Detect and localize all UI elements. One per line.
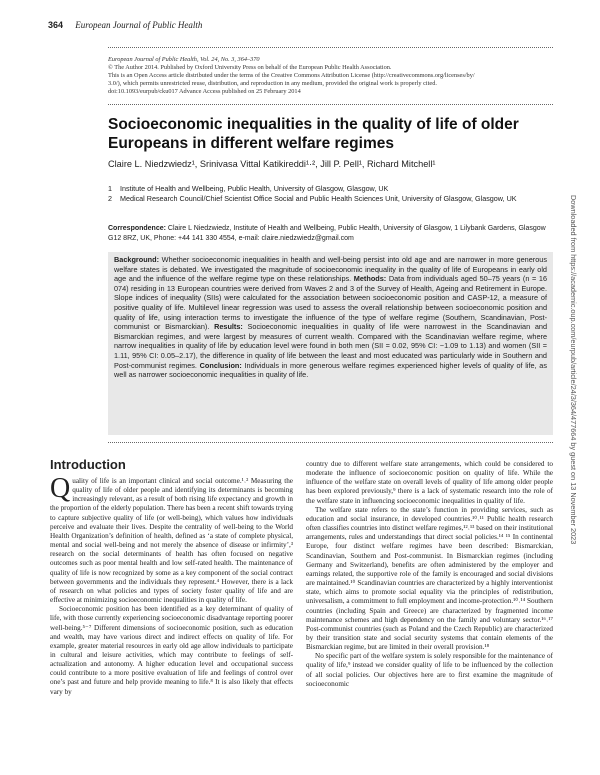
results-label: Results: xyxy=(214,322,243,332)
results-text: Socioeconomic inequalities in quality of life were narrowest in the Scandinavian and Bismarckian regimes, and were largest by measures of current wealth. Compared with the Scandinavian welfare regime, where narrow inequalities in quality of life by education level were found in both men (SII = 0.02, 95% CI: −1.09 to 1.13) and women (SII = 1.11, 95% CI: 0.05–2.17), the difference in quality of life between the least and most educated was particularly wide in Southern and Post-communist regimes. xyxy=(114,322,548,370)
running-header xyxy=(48,20,552,30)
meta-line: © The Author 2014. Published by Oxford University Press on behalf of the European Public Health Association. xyxy=(108,64,392,71)
affiliation-text: Medical Research Council/Chief Scientist Office Social and Public Health Sciences Unit, University of Glasgow, Glasgow, UK xyxy=(120,194,517,203)
page-number: 364 xyxy=(48,20,64,30)
paragraph-text: uality of life is an important clinical and social outcome.¹˒² Measuring the quality of life of older people and identifying its determinants is becoming increasingly relevant, as a result of both rising life expectancy and growth in the proportion of the elderly population. There has been a recent shift towards trying to capture subjective quality of life (or well-being), which values how individuals perceive and evaluate their lives. Despite the centrality of well-being to the World Health Organization’s definition of health, defined as ‘a state of complete physical, mental and social well-being and not merely the absence of disease or infirmity’,³ research on the social determinants of health has often focused on negative outcomes such as poor mental health and low self-rated health. The maintenance of quality of life is now recognized by some as a key component of the social contract between governments and the individuals they represent.⁴ However, there is a lack of research on what policies and types of society foster quality of life and are effective at minimizing socioeconomic inequalities in quality of life. xyxy=(50,477,293,605)
affiliation xyxy=(108,194,548,204)
affiliation-text: Institute of Health and Wellbeing, Public Health, University of Glasgow, Glasgow, UK xyxy=(120,184,389,193)
correspondence-label: Correspondence: xyxy=(108,225,166,232)
drop-cap: Q xyxy=(50,473,71,504)
section-heading-introduction: Introduction xyxy=(50,457,126,472)
author-list: Claire L. Niedzwiedz¹, Srinivasa Vittal Katikireddi¹·², Jill P. Pell¹, Richard Mitchell¹ xyxy=(108,159,436,169)
body-paragraph: No specific part of the welfare system is solely responsible for the maintenance of quality of life,⁹ instead we consider quality of life to be influenced by the collection of all social policies. Our objectives here are to first examine the magnitude of socioeconomic xyxy=(306,652,553,688)
divider-abstract xyxy=(108,442,553,443)
methods-text: Data from individuals aged 50–75 years (n = 16 074) residing in 13 European countries were derived from Waves 2 and 3 of the Survey of Health, Ageing and Retirement in Europe. Slope indices of inequality (SIIs) were calculated for the association between socioeconomic position and CASP-12, a measure of positive quality of life. Multilevel linear regression was used to assess the overall relationship between socioeconomic position and quality of life, using interaction terms to investigate the influence of the type of welfare regime (Southern, Scandinavian, Post-communist or Bismarckian). xyxy=(114,274,548,332)
correspondence-text: Claire L Niedzwiedz, Institute of Health and Wellbeing, Public Health, University of Glasgow, 1 Lilybank Gardens, Glasgow G12 8RZ, UK, Phone: +44 141 330 4554, e-mail: claire.niedzwiedz@gmail.com xyxy=(108,225,546,242)
divider-meta xyxy=(108,104,553,105)
journal-name: European Journal of Public Health xyxy=(75,20,203,30)
meta-line: doi:10.1093/eurpub/cku017 Advance Access published on 25 February 2014 xyxy=(108,88,301,95)
download-note: Downloaded from https://academic.oup.com/eurpub/article/24/3/364/477664 by guest on 13 November 2023 xyxy=(569,195,578,545)
body-paragraph: country due to different welfare state arrangements, which could be considered to moderate the influence of socioeconomic position on quality of life. While the influence of the welfare state on overall levels of quality of life among older people has been explored previously,⁹ there is a lack of systematic research into the role of the welfare state in influencing socioeconomic inequalities in quality of life. xyxy=(306,460,553,505)
abstract-text xyxy=(108,252,553,382)
background-label: Background: xyxy=(114,255,159,264)
body-paragraph: Socioeconomic position has been identified as a key determinant of quality of life, with those currently experiencing socioeconomic disadvantage reporting poorer well-being.⁵⁻⁷ Different dimensions of socioeconomic position, such as education and wealth, may have various direct and indirect effects on quality of life. For example, greater material resources in early old age allow individuals to participate in cultural and leisure activities, which may contribute to feelings of self-actualization and autonomy. A higher education level and occupational success could contribute to a more positive evaluation of life and feelings of control over one’s past and future and help provide meaning to life.⁸ It is also likely that effects vary by xyxy=(50,605,293,696)
body-column-right xyxy=(306,460,553,689)
background-text: Whether socioeconomic inequalities in health and well-being persist into old age and are narrower in more generous welfare states is debated. We investigated the magnitude of socioeconomic inequality in the quality of life of Europeans in early old age and the influence of the welfare regime type on these relationships. xyxy=(114,255,547,284)
body-paragraph xyxy=(50,473,293,605)
meta-line: European Journal of Public Health, Vol. 24, No. 3, 364–370 xyxy=(108,56,260,63)
meta-line: This is an Open Access article distributed under the terms of the Creative Commons Attribution License (http://creativecommons.org/licenses/by/ xyxy=(108,72,475,79)
affiliation xyxy=(108,184,548,194)
article-meta xyxy=(108,56,553,96)
affiliations xyxy=(108,184,548,204)
meta-line: 3.0/), which permits unrestricted reuse, distribution, and reproduction in any medium, provided the original work is properly cited. xyxy=(108,80,437,87)
divider-top xyxy=(108,47,553,48)
body-paragraph: The welfare state refers to the state’s function in providing services, such as education and social insurance, in developed countries.¹⁰˒¹¹ Public health research often classifies countries into distinct welfare regimes,¹²˒¹³ based on their institutional arrangements, rules and understandings that direct social policies.¹⁴ ¹⁵ In continental Europe, four distinct welfare regimes have been described: Bismarckian, Scandinavian, Southern and Post-communist. In Bismarckian regimes (including Germany and Switzerland), benefits are often administered by the employer and earnings related, the supportive role of the family is encouraged and social divisions are maintained.¹⁰ Scandinavian countries are characterized by a highly interventionist state, which aims to promote social equality via the principles of redistribution, universalism, a commitment to full employment and income-protection.¹⁰˒¹⁴ Southern countries (including Spain and Greece) are characterized by fragmented income maintenance schemes and high dependency on the family and voluntary sector.¹⁶˒¹⁷ Post-communist countries (such as Poland and the Czech Republic) are characterized by their transition state and social security systems that contain elements of the Bismarckian regime, but are limited in their overall provision.¹⁸ xyxy=(306,505,553,652)
article-title: Socioeconomic inequalities in the quality of life of older Europeans in different welfare regimes xyxy=(108,116,519,152)
abstract-box xyxy=(108,252,553,435)
download-watermark xyxy=(568,195,582,775)
body-column-left xyxy=(50,473,293,697)
conclusion-text: Individuals in more generous welfare regimes experienced higher levels of quality of life, as well as narrower socioeconomic inequalities in quality of life. xyxy=(114,360,547,380)
correspondence xyxy=(108,224,553,243)
affiliation-number: 2 xyxy=(108,194,112,203)
conclusion-label: Conclusion: xyxy=(199,360,242,370)
methods-label: Methods: xyxy=(353,274,387,284)
affiliation-number: 1 xyxy=(108,184,112,193)
